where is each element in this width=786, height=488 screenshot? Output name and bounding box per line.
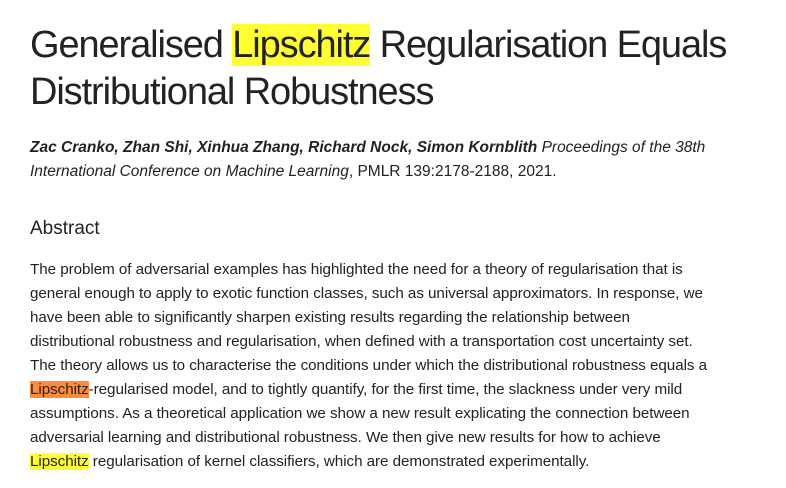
page-title [30,22,775,116]
abstract-line: The theory allows us to characterise the conditions under which the distributional robustness equals a [30,357,708,374]
abstract-line: The problem of adversarial examples has highlighted the need for a theory of regularisation that is [30,261,683,278]
abstract-line: have been able to significantly sharpen existing results regarding the relationship between [30,309,630,326]
title-search-highlight: Lipschitz [232,24,371,66]
title-text-end: Regularisation Equals Distributional Robustness [30,24,727,113]
abstract-line: distributional robustness and regularisation, when defined with a transportation cost uncertainty set. [30,333,693,350]
abstract-body [30,258,775,474]
author-list: Zac Cranko, Zhan Shi, Xinhua Zhang, Richard Nock, Simon Kornblith [30,139,538,156]
pmlr-reference: , PMLR 139:2178-2188, 2021. [348,163,557,180]
venue: Proceedings of the 38th International Conference on Machine Learning [30,139,706,180]
abstract-heading: Abstract [30,218,100,239]
abstract-line [30,378,775,402]
abstract-line-text: -regularised model, and to tightly quantify, for the first time, the slackness under very mild [88,381,683,398]
search-highlight: Lipschitz [30,453,89,470]
abstract-line: general enough to apply to exotic function classes, such as universal approximators. In response, we [30,285,703,302]
abstract-line: adversarial learning and distributional robustness. We then give new results for how to achieve [30,429,661,446]
title-text-start: Generalised [30,24,233,66]
abstract-line-text: regularisation of kernel classifiers, which are demonstrated experimentally. [88,453,590,470]
abstract-line: assumptions. As a theoretical application we show a new result explicating the connection between [30,405,690,422]
citation [30,136,770,184]
abstract-line [30,450,775,474]
current-search-highlight: Lipschitz [30,381,89,398]
